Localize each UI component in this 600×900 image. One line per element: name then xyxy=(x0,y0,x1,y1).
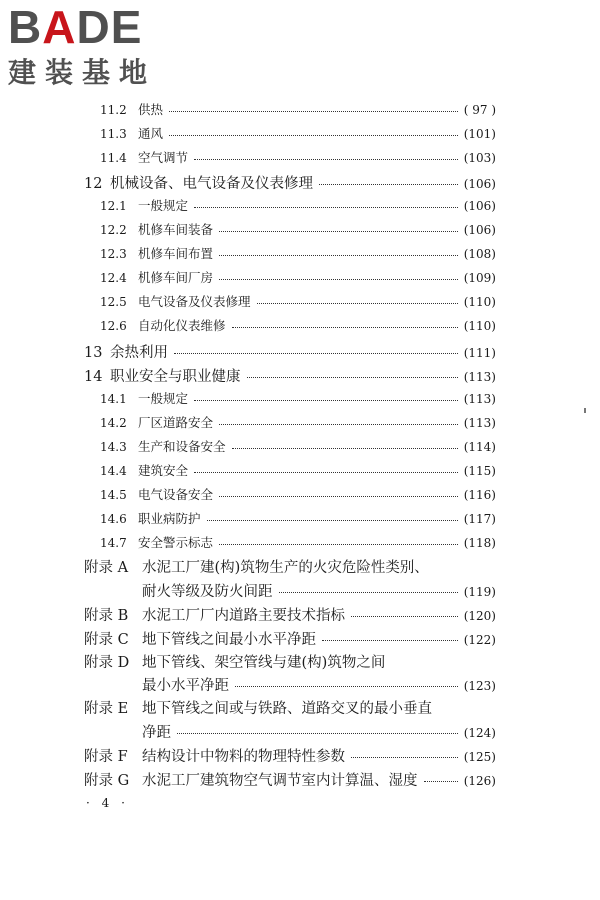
toc-entry-number: 附录 A xyxy=(84,560,129,576)
toc-entry-page: (123) xyxy=(463,679,496,693)
toc-entry-title: 地下管线、架空管线与建(构)筑物之间 xyxy=(142,655,386,671)
toc-entry-title: 余热利用 xyxy=(110,345,168,361)
toc-entry[interactable] xyxy=(100,389,496,407)
toc-entry-title: 结构设计中物料的物理特性参数 xyxy=(142,749,345,765)
dot-leader xyxy=(279,592,458,593)
toc-entry-number: 14.1 xyxy=(100,392,127,406)
toc-entry[interactable] xyxy=(100,268,496,286)
toc-entry-page: (110) xyxy=(463,319,496,333)
toc-entry-number: 附录 E xyxy=(84,701,129,717)
toc-entry-number: 12.4 xyxy=(100,271,127,285)
toc-entry-page: (106) xyxy=(463,177,496,191)
toc-entry-page: (125) xyxy=(463,750,496,764)
toc-entry-page: (109) xyxy=(463,271,496,285)
toc-entry-title: 水泥工厂厂内道路主要技术指标 xyxy=(142,608,345,624)
toc-entry-page: (113) xyxy=(463,392,496,406)
toc-entry[interactable] xyxy=(84,341,496,362)
dot-leader xyxy=(351,616,458,617)
dot-leader xyxy=(247,377,458,378)
toc-entry-number: 附录 G xyxy=(84,773,130,789)
dot-leader xyxy=(194,472,458,473)
toc-entry-number: 11.2 xyxy=(100,103,127,117)
toc-entry[interactable] xyxy=(100,124,496,142)
toc-entry-page: (111) xyxy=(463,346,496,360)
toc-entry-page: (113) xyxy=(463,416,496,430)
toc-entry-title: 机修车间装备 xyxy=(138,222,214,237)
toc-entry-page: (115) xyxy=(463,464,496,478)
toc-entry-number: 14.3 xyxy=(100,440,127,454)
toc-entry[interactable] xyxy=(84,365,496,386)
toc-entry-page: ( 97 ) xyxy=(463,103,496,117)
toc-entry-page: (126) xyxy=(463,774,496,788)
toc-entry-title: 供热 xyxy=(138,102,164,117)
toc-entry-number: 14.6 xyxy=(100,512,127,526)
toc-entry-page: (120) xyxy=(463,609,496,623)
toc-entry-page: (116) xyxy=(463,488,496,502)
toc-entry[interactable] xyxy=(100,292,496,310)
toc-entry-title: 水泥工厂建(构)筑物生产的火灾危险性类别、 xyxy=(142,560,429,576)
toc-entry-title: 水泥工厂建筑物空气调节室内计算温、湿度 xyxy=(142,773,418,789)
toc-entry[interactable] xyxy=(100,148,496,166)
dot-leader xyxy=(351,757,458,758)
toc-entry[interactable] xyxy=(100,316,496,334)
dot-leader xyxy=(235,686,458,687)
toc-entry[interactable] xyxy=(84,172,496,193)
toc-entry[interactable] xyxy=(100,509,496,527)
toc-entry-number: 14.4 xyxy=(100,464,127,478)
toc-entry-title: 一般规定 xyxy=(138,391,189,406)
dot-leader xyxy=(424,781,458,782)
toc-entry[interactable] xyxy=(84,604,496,625)
toc-entry-number: 附录 C xyxy=(84,632,129,648)
toc-entry-page: (118) xyxy=(463,536,496,550)
toc-entry-number: 14.5 xyxy=(100,488,127,502)
toc-entry-title: 通风 xyxy=(138,126,164,141)
toc-entry-page: (101) xyxy=(463,127,496,141)
toc-entry-first-line xyxy=(84,697,432,718)
toc-entry-page: (108) xyxy=(463,247,496,261)
toc-entry-title-continued: 耐火等级及防火间距 xyxy=(142,584,273,600)
dot-leader xyxy=(194,400,458,401)
dot-leader xyxy=(219,496,458,497)
toc-entry-number: 12.2 xyxy=(100,223,127,237)
dot-leader xyxy=(219,424,458,425)
toc-entry-page: (113) xyxy=(463,370,496,384)
toc-entry-number: 附录 D xyxy=(84,655,130,671)
toc-entry-title: 一般规定 xyxy=(138,198,189,213)
toc-entry[interactable] xyxy=(84,769,496,790)
toc-entry-title: 生产和设备安全 xyxy=(138,439,226,454)
toc-entry[interactable] xyxy=(100,244,496,262)
toc-entry-title-continued: 最小水平净距 xyxy=(142,678,229,694)
toc-entry-number: 12.3 xyxy=(100,247,127,261)
toc-entry[interactable] xyxy=(84,674,496,695)
bade-logo xyxy=(8,2,178,94)
toc-entry-page: (117) xyxy=(463,512,496,526)
dot-leader xyxy=(257,303,458,304)
toc-entry-title: 机械设备、电气设备及仪表修理 xyxy=(110,176,313,192)
toc-entry-title: 安全警示标志 xyxy=(138,535,214,550)
dot-leader xyxy=(177,733,458,734)
dot-leader xyxy=(207,520,458,521)
toc-entry-title: 职业安全与职业健康 xyxy=(110,369,241,385)
toc-entry-number: 12 xyxy=(84,176,103,192)
toc-entry-title: 建筑安全 xyxy=(138,463,189,478)
toc-entry-page: (119) xyxy=(463,585,496,599)
toc-entry-page: (110) xyxy=(463,295,496,309)
toc-entry[interactable] xyxy=(100,437,496,455)
logo-accent-letter: A xyxy=(42,1,77,53)
toc-entry[interactable] xyxy=(100,413,496,431)
toc-entry-number: 14 xyxy=(84,369,103,385)
toc-entry-title: 职业病防护 xyxy=(138,511,201,526)
toc-entry-page: (114) xyxy=(463,440,496,454)
toc-entry-title: 厂区道路安全 xyxy=(138,415,214,430)
toc-entry[interactable] xyxy=(84,721,496,742)
dot-leader xyxy=(219,544,458,545)
toc-entry-title: 电气设备安全 xyxy=(138,487,214,502)
toc-entry[interactable] xyxy=(100,533,496,551)
dot-leader xyxy=(169,135,458,136)
toc-entry-title: 地下管线之间最小水平净距 xyxy=(142,632,316,648)
page-number: · 4 · xyxy=(86,796,129,810)
toc-entry-title: 空气调节 xyxy=(138,150,189,165)
toc-entry[interactable] xyxy=(100,100,496,118)
toc-entry-number: 14.7 xyxy=(100,536,127,550)
dot-leader xyxy=(169,111,458,112)
dot-leader xyxy=(319,184,458,185)
toc-entry[interactable] xyxy=(84,580,496,601)
toc-entry[interactable] xyxy=(84,745,496,766)
toc-entry-title: 电气设备及仪表修理 xyxy=(138,294,251,309)
toc-entry-number: 附录 B xyxy=(84,608,129,624)
toc-entry-number: 12.1 xyxy=(100,199,127,213)
toc-entry-number: 11.4 xyxy=(100,151,127,165)
dot-leader xyxy=(219,231,458,232)
toc-entry-number: 12.5 xyxy=(100,295,127,309)
toc-entry[interactable] xyxy=(84,628,496,649)
dot-leader xyxy=(232,327,458,328)
dot-leader xyxy=(232,448,458,449)
toc-entry-title-continued: 净距 xyxy=(142,725,171,741)
toc-entry-title: 自动化仪表维修 xyxy=(138,318,226,333)
toc-entry-page: (124) xyxy=(463,726,496,740)
toc-entry-page: (106) xyxy=(463,223,496,237)
toc-entry-first-line xyxy=(84,651,385,672)
toc-entry-page: (122) xyxy=(463,633,496,647)
toc-entry[interactable] xyxy=(100,196,496,214)
logo-wordmark: BADE xyxy=(8,1,143,53)
edge-mark xyxy=(584,408,586,413)
toc-entry[interactable] xyxy=(100,220,496,238)
toc-entry-page: (106) xyxy=(463,199,496,213)
toc-entry-title: 机修车间厂房 xyxy=(138,270,214,285)
toc-entry-number: 11.3 xyxy=(100,127,127,141)
logo-subtitle: 建装基地 xyxy=(8,56,157,89)
dot-leader xyxy=(194,159,458,160)
dot-leader xyxy=(219,255,458,256)
toc-entry[interactable] xyxy=(100,485,496,503)
toc-entry-number: 12.6 xyxy=(100,319,127,333)
dot-leader xyxy=(174,353,458,354)
toc-entry[interactable] xyxy=(100,461,496,479)
dot-leader xyxy=(219,279,458,280)
dot-leader xyxy=(194,207,458,208)
dot-leader xyxy=(322,640,458,641)
toc-entry-number: 14.2 xyxy=(100,416,127,430)
toc-entry-first-line xyxy=(84,556,429,577)
toc-entry-number: 13 xyxy=(84,345,103,361)
toc-entry-title: 地下管线之间或与铁路、道路交叉的最小垂直 xyxy=(142,701,432,717)
toc-entry-number: 附录 F xyxy=(84,749,128,765)
toc-entry-title: 机修车间布置 xyxy=(138,246,214,261)
toc-entry-page: (103) xyxy=(463,151,496,165)
